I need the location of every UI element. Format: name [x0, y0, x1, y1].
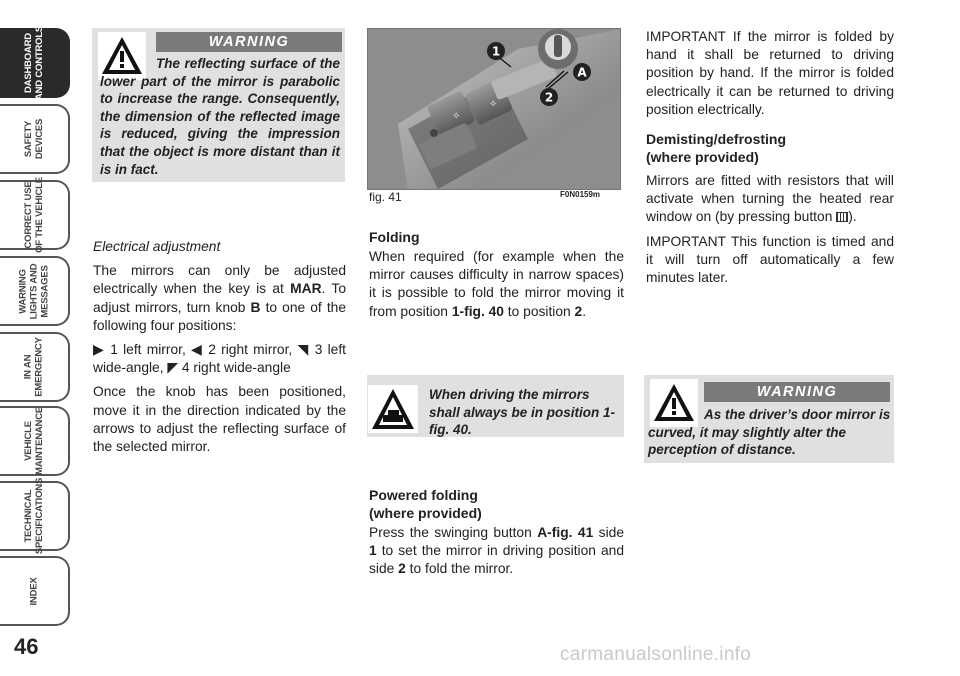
tab-in-an-emergency[interactable]: IN AN EMERGENCY	[0, 332, 70, 402]
callout-2: 2	[544, 90, 554, 105]
paragraph: The mirrors can only be adjusted electrically when the key is at MAR. To adjust mirrors, turn knob B to one of the following four positions:	[93, 263, 347, 333]
warning-box-distance	[644, 375, 894, 463]
important-folded-text: IMPORTANT If the mirror is folded by hand it shall be returned to driving position by hand. If the mirror is folded electrically it can be returned to driving position electrically.	[646, 29, 894, 117]
tab-safety-devices[interactable]: SAFETY DEVICES	[0, 104, 70, 174]
tab-technical-specifications[interactable]: TECHNICAL SPECIFICATIONS	[0, 481, 70, 551]
tab-dashboard-and-controls[interactable]: DASHBOARD AND CONTROLS	[0, 28, 70, 98]
tab-correct-use[interactable]: CORRECT USE OF THE VEHICLE	[0, 180, 70, 250]
warning-text: The reflecting surface of the lower part of the mirror is parabolic to increase the range. Consequently, the dimension of the reflected image is reduced, giving the impression that the object is more distant than it is in fact.	[100, 56, 340, 177]
arrow-left-icon: ◀	[191, 342, 204, 358]
tab-index[interactable]: INDEX	[0, 556, 70, 626]
mirror-switch-illustration	[368, 29, 621, 190]
heated-rear-window-icon	[836, 212, 848, 222]
watermark: carmanualsonline.info	[560, 644, 752, 665]
tab-vehicle-maintenance[interactable]: VEHICLE MAINTENANCE	[0, 406, 70, 476]
svg-text:✧: ✧	[489, 99, 498, 110]
electrical-adjustment-section	[93, 238, 346, 462]
arrow-up-left-icon: ◤	[167, 360, 179, 376]
section-heading: Electrical adjustment	[93, 239, 221, 254]
caution-vehicle-icon	[368, 385, 418, 433]
powered-folding-heading: Powered folding (where provided)	[369, 487, 482, 521]
warning-label: WARNING	[156, 32, 342, 52]
note-box	[367, 375, 624, 437]
demisting-text: Mirrors are fitted with resistors that will activate when turning the heated rear window on (by pressing button ). IMPORTANT This function is timed and it will turn off automatically a few minutes later.	[646, 172, 894, 293]
arrow-right-icon: ▶	[93, 342, 105, 358]
svg-text:✧: ✧	[452, 111, 461, 122]
section-sidebar	[0, 0, 72, 676]
demisting-heading: Demisting/defrosting (where provided)	[646, 131, 787, 165]
figure-code: F0N0159m	[560, 190, 601, 199]
figure-caption: fig. 41	[369, 190, 402, 204]
important-timed-text: IMPORTANT This function is timed and it will turn off automatically a few minutes later.	[646, 233, 894, 286]
warning-label: WARNING	[704, 382, 890, 402]
folding-heading: Folding	[369, 229, 420, 245]
powered-folding-text: Press the swinging button A-fig. 41 side 1 to set the mirror in driving position and side 2 to fold the mirror.	[369, 525, 624, 577]
tab-warning-lights[interactable]: WARNING LIGHTS AND MESSAGES	[0, 256, 70, 326]
callout-1: 1	[491, 44, 501, 59]
paragraph: Once the knob has been positioned, move it in the direction indicated by the arrows to adjust the reflecting surface of the selected mirror.	[93, 384, 346, 455]
page-number: 46	[14, 634, 39, 659]
callout-a: A	[577, 65, 587, 80]
figure-mirror-switch	[367, 28, 621, 190]
folding-text: When required (for example when the mirror causes difficulty in narrow spaces) it is possible to fold the mirror moving it from position 1-fig. 40 to position 2.	[369, 249, 624, 319]
warning-box	[92, 28, 345, 182]
warning-text: As the driver’s door mirror is curved, it may slightly alter the perception of distance.	[648, 407, 891, 458]
note-text: When driving the mirrors shall always be in position 1-fig. 40.	[429, 387, 616, 438]
paragraph: ▶ 1 left mirror, ◀ 2 right mirror, ◥ 3 left wide-angle, ◤ 4 right wide-angle	[93, 342, 346, 376]
arrow-up-right-icon: ◥	[297, 342, 310, 358]
